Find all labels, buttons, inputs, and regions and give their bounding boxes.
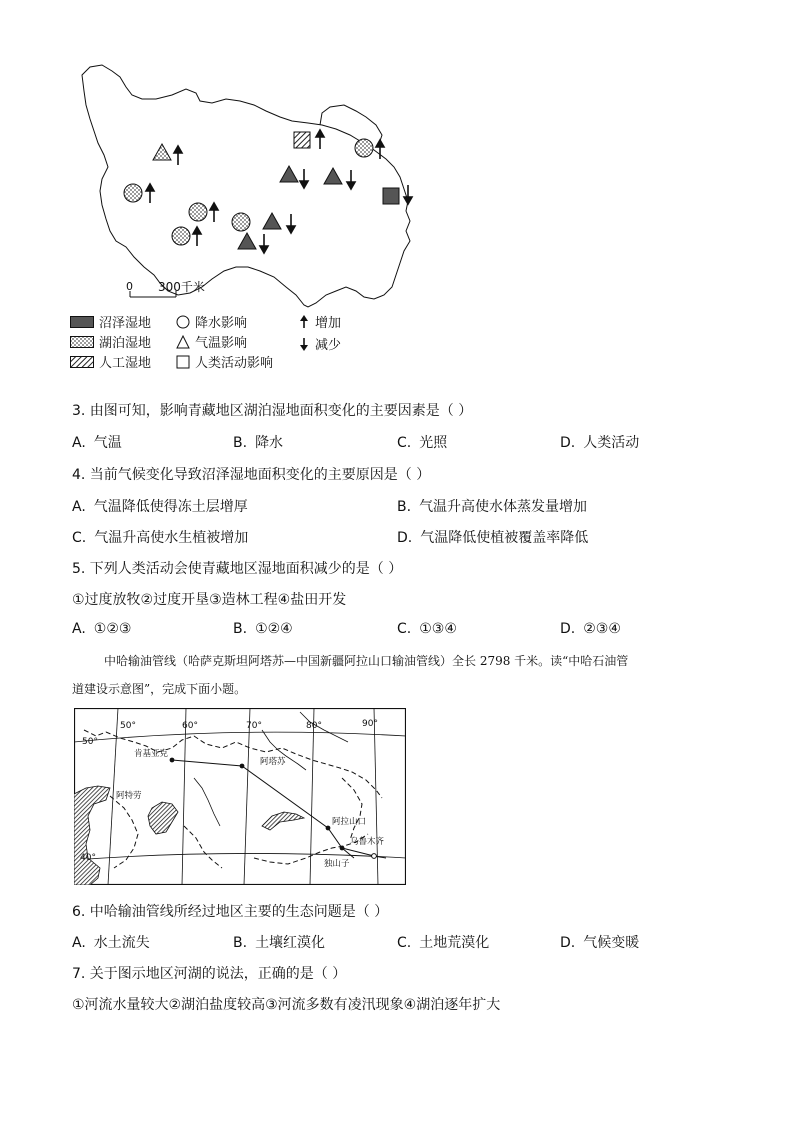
label-atyrau: 阿特劳 <box>116 791 142 801</box>
increase-arrow-icon <box>146 184 154 203</box>
increase-arrow-icon <box>316 130 324 149</box>
option-c[interactable]: C. 气温升高使水生植被增加 <box>72 530 249 546</box>
increase-arrow-icon <box>210 203 218 222</box>
temp-triangle-dotted <box>153 144 171 160</box>
option-a[interactable]: A. 气温 <box>72 435 122 451</box>
swamp-swatch-icon <box>70 316 94 328</box>
question-7-statements: ①河流水量较大②湖泊盐度较高③河流多数有凌汛现象④湖泊逐年扩大 <box>72 997 501 1013</box>
question-3-stem: 3. 由图可知，影响青藏地区湖泊湿地面积变化的主要因素是（ ） <box>72 403 473 419</box>
temp-triangle-dark <box>324 168 342 184</box>
lon-label-50: 50° <box>120 721 136 731</box>
legend-swamp: 沼泽湿地 <box>70 312 151 331</box>
up-arrow-icon <box>298 315 310 329</box>
scale-value: 300千米 <box>158 280 205 294</box>
swamp-dark-square <box>383 188 399 204</box>
question-4-stem: 4. 当前气候变化导致沼泽湿地面积变化的主要原因是（ ） <box>72 467 431 483</box>
legend-decrease: 减少 <box>298 334 341 353</box>
square-icon <box>176 355 190 369</box>
option-d[interactable]: D. ②③④ <box>560 621 621 637</box>
option-a[interactable]: A. 水土流失 <box>72 935 150 951</box>
legend-precip: 降水影响 <box>176 312 247 331</box>
lon-label-80: 80° <box>306 721 322 731</box>
precip-circle-dotted <box>189 203 207 221</box>
temp-triangle-dark <box>280 166 298 182</box>
legend-human: 人类活动影响 <box>176 352 273 371</box>
dushanzi-dot <box>340 846 345 851</box>
legend-artificial: 人工湿地 <box>70 352 151 371</box>
precip-circle-dotted <box>355 139 373 157</box>
map-legend <box>70 312 370 382</box>
increase-arrow-icon <box>174 146 182 165</box>
label-atasu: 阿塔苏 <box>260 757 286 767</box>
precip-circle-dotted <box>124 184 142 202</box>
option-c[interactable]: C. 光照 <box>397 435 448 451</box>
triangle-icon <box>176 335 190 349</box>
decrease-arrow-icon <box>347 170 355 189</box>
legend-temp: 气温影响 <box>176 332 247 351</box>
pipeline-map <box>74 708 406 885</box>
option-b[interactable]: B. 土壤红漠化 <box>233 935 326 951</box>
down-arrow-icon <box>298 337 310 351</box>
legend-lake: 湖泊湿地 <box>70 332 151 351</box>
urumqi-dot <box>372 854 377 859</box>
circle-icon <box>176 315 190 329</box>
option-d[interactable]: D. 气温降低使植被覆盖率降低 <box>397 530 589 546</box>
temp-triangle-dark <box>263 213 281 229</box>
label-dushanzi: 独山子 <box>324 859 350 869</box>
question-5-stem: 5. 下列人类活动会使青藏地区湿地面积减少的是（ ） <box>72 561 403 577</box>
label-alashankou: 阿拉山口 <box>332 817 367 827</box>
artificial-swatch-icon <box>70 356 94 368</box>
question-5-statements: ①过度放牧②过度开垦③造林工程④盐田开发 <box>72 592 347 608</box>
option-d[interactable]: D. 人类活动 <box>560 435 640 451</box>
option-d[interactable]: D. 气候变暖 <box>560 935 640 951</box>
scale-zero: 0 <box>126 280 133 293</box>
alashankou-dot <box>326 826 331 831</box>
lat-label-40: 40° <box>80 853 96 863</box>
option-c[interactable]: C. ①③④ <box>397 621 457 637</box>
artificial-hatched-square <box>294 132 310 148</box>
decrease-arrow-icon <box>300 169 308 188</box>
lat-label-50: 50° <box>82 737 98 747</box>
label-urumqi: 乌鲁木齐 <box>350 837 385 847</box>
lon-label-90: 90° <box>362 719 378 729</box>
label-kenkiyak: 肯基亚克 <box>134 749 169 759</box>
option-b[interactable]: B. 气温升高使水体蒸发量增加 <box>397 499 588 515</box>
decrease-arrow-icon <box>404 185 412 204</box>
decrease-arrow-icon <box>287 214 295 233</box>
lon-label-60: 60° <box>182 721 198 731</box>
atasu-dot <box>240 764 245 769</box>
intro-line-1: 中哈输油管线（哈萨克斯坦阿塔苏—中国新疆阿拉山口输油管线）全长 2798 千米。读“中哈石油管 <box>104 654 629 668</box>
decrease-arrow-icon <box>260 234 268 253</box>
increase-arrow-icon <box>193 227 201 246</box>
legend-increase: 增加 <box>298 312 341 331</box>
option-b[interactable]: B. ①②④ <box>233 621 293 637</box>
question-6-stem: 6. 中哈输油管线所经过地区主要的生态问题是（ ） <box>72 904 389 920</box>
precip-circle-dotted <box>172 227 190 245</box>
tibet-wetland-map <box>60 55 430 355</box>
precip-circle-dotted <box>232 213 250 231</box>
option-c[interactable]: C. 土地荒漠化 <box>397 935 490 951</box>
lon-label-70: 70° <box>246 721 262 731</box>
question-7-stem: 7. 关于图示地区河湖的说法，正确的是（ ） <box>72 966 347 982</box>
option-a[interactable]: A. 气温降低使得冻土层增厚 <box>72 499 248 515</box>
option-a[interactable]: A. ①②③ <box>72 621 132 637</box>
lake-swatch-icon <box>70 336 94 348</box>
kenkiyak-dot <box>170 758 175 763</box>
option-b[interactable]: B. 降水 <box>233 435 284 451</box>
intro-line-2: 道建设示意图”，完成下面小题。 <box>72 682 247 696</box>
temp-triangle-dark <box>238 233 256 249</box>
